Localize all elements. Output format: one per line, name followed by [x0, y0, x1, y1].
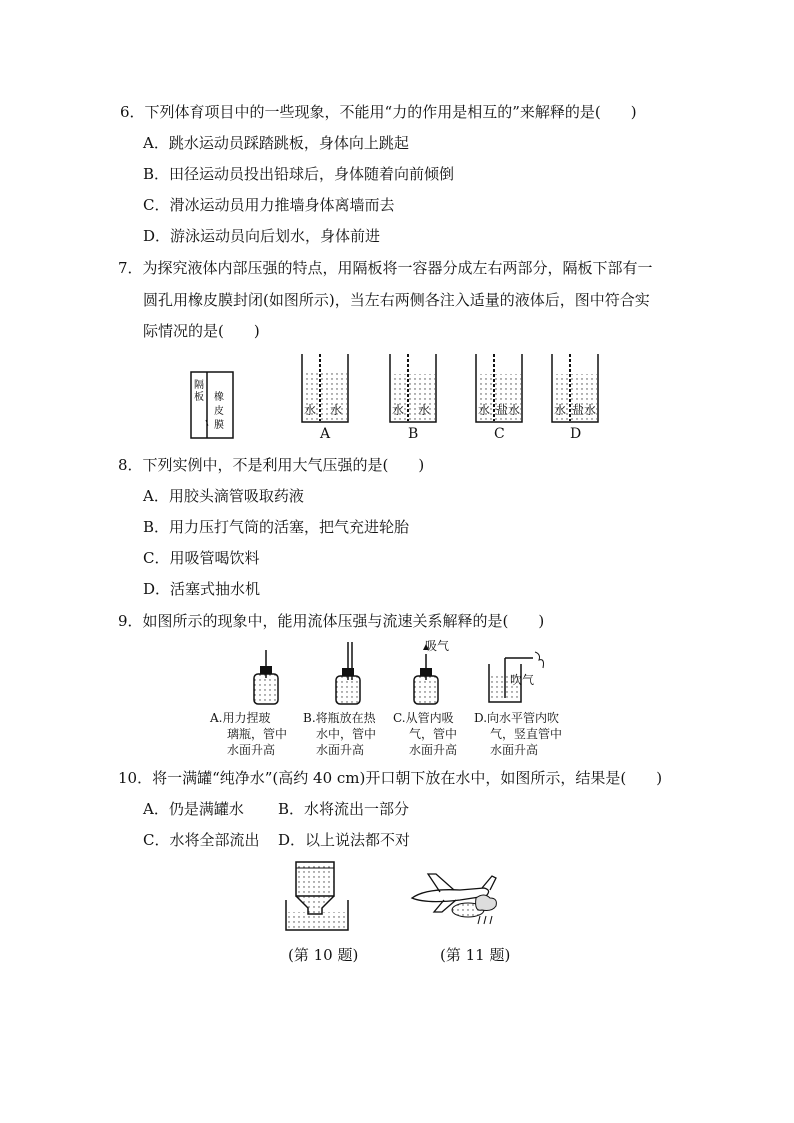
q7-stem-line1: 7．为探究液体内部压强的特点，用隔板将一容器分成左右两部分，隔板下部有一	[118, 259, 653, 277]
q9-caption-b-line1: B.将瓶放在热	[303, 711, 376, 725]
q7-setup-figure	[190, 370, 236, 440]
q9-caption-c-line1: C.从管内吸	[393, 711, 454, 725]
q9-figure-b	[330, 640, 366, 706]
q6-option-b: B．田径运动员投出铅球后，身体随着向前倾倒	[143, 165, 455, 183]
q10-figure	[282, 860, 352, 932]
q10-option-a: A．仍是满罐水	[143, 800, 244, 818]
q6-option-d: D．游泳运动员向后划水，身体前进	[143, 227, 381, 245]
q9-caption-b-line2: 水中，管中	[316, 727, 377, 741]
q7-letter-a: A	[320, 426, 331, 442]
q6-option-a: A．跳水运动员踩踏跳板，身体向上跳起	[143, 134, 409, 152]
q7-letter-c: C	[494, 426, 505, 442]
q7-option-c-figure: 水 盐水 C	[474, 352, 524, 428]
q10-option-d: D．以上说法都不对	[278, 831, 411, 849]
q9-caption-d-line3: 水面升高	[490, 743, 539, 757]
q11-figure	[406, 868, 506, 932]
q8-option-a: A．用胶头滴管吸取药液	[143, 487, 304, 505]
q9-caption-b-line3: 水面升高	[316, 743, 365, 757]
q6-stem: 6．下列体育项目中的一些现象，不能用“力的作用是相互的”来解释的是( )	[120, 103, 637, 121]
q9-caption-a-line2: 璃瓶，管中	[227, 727, 288, 741]
membrane-label-2: 皮	[214, 406, 224, 417]
q6-option-c: C．滑冰运动员用力推墙身体离墙而去	[143, 196, 395, 214]
q7-letter-b: B	[408, 426, 419, 442]
partition-label-1: 隔	[194, 380, 204, 391]
q9-caption-d-line1: D.向水平管内吹	[474, 711, 560, 725]
q9-caption-c-line3: 水面升高	[409, 743, 458, 757]
q10-stem: 10．将一满罐“纯净水”(高约 40 cm)开口朝下放在水中，如图所示，结果是( )	[118, 769, 663, 787]
q9-caption-d-line2: 气，竖直管中	[490, 727, 563, 741]
q9-caption-a-line3: 水面升高	[227, 743, 276, 757]
q7-stem-line2: 圆孔用橡皮膜封闭(如图所示)，当左右两侧各注入适量的液体后，图中符合实	[143, 291, 650, 309]
q7-option-b-figure: 水 水 B	[388, 352, 438, 428]
q9-blow-label: 吹气	[510, 673, 535, 687]
q9-caption-a-line1: A.用力捏玻	[210, 711, 271, 725]
q8-stem: 8．下列实例中，不是利用大气压强的是( )	[118, 456, 425, 474]
partition-label-2: 板	[194, 392, 204, 403]
q7-option-a-figure: 水 水 A	[300, 352, 350, 428]
q7-stem-line3: 际情况的是( )	[143, 322, 260, 340]
q7-letter-d: D	[570, 426, 582, 442]
q9-stem: 9．如图所示的现象中，能用流体压强与流速关系解释的是( )	[118, 612, 545, 630]
q10-figure-caption: (第 10 题)	[288, 946, 359, 964]
membrane-label-3: 膜	[214, 420, 224, 431]
q8-option-b: B．用力压打气筒的活塞，把气充进轮胎	[143, 518, 410, 536]
q8-option-c: C．用吸管喝饮料	[143, 549, 260, 567]
q10-option-b: B．水将流出一部分	[278, 800, 410, 818]
q9-caption-c-line2: 气，管中	[409, 727, 458, 741]
membrane-label-1: 橡	[214, 392, 224, 403]
q8-option-d: D．活塞式抽水机	[143, 580, 261, 598]
q11-figure-caption: (第 11 题)	[440, 946, 511, 964]
q7-option-d-figure: 水 盐水 D	[550, 352, 600, 428]
q9-suck-label: 吸气	[425, 639, 450, 653]
q10-option-c: C．水将全部流出	[143, 831, 260, 849]
q9-figure-a	[248, 648, 284, 706]
